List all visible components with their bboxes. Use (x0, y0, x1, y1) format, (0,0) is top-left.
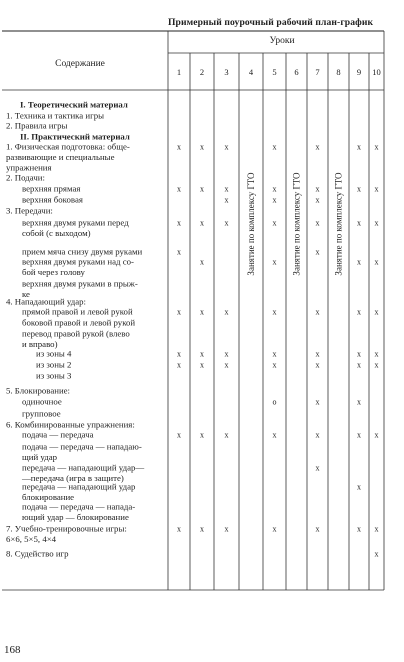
row-label: развивающие и специальные (6, 152, 115, 163)
lesson-mark: x (224, 184, 229, 194)
page-number: 168 (4, 644, 21, 656)
lesson-mark: x (272, 360, 277, 370)
row-label: подача — передача — напада- (22, 501, 136, 512)
lesson-mark: x (200, 257, 204, 267)
lesson-mark: x (272, 184, 277, 194)
lesson-mark: x (374, 549, 379, 559)
row-label: из зоны 3 (36, 370, 72, 381)
row-label: 3. Передачи: (6, 205, 53, 216)
lesson-mark: x (315, 195, 320, 205)
lesson-mark: x (200, 430, 204, 440)
lesson-mark: x (357, 307, 361, 317)
lesson-mark: x (315, 430, 320, 440)
row-label: верхняя двумя руками в прыж- (22, 278, 138, 289)
lesson-mark: x (374, 307, 379, 317)
row-labels (6, 100, 144, 559)
row-label: подача — передача — нападаю- (22, 441, 142, 452)
row-label: одиночное (22, 396, 62, 407)
lesson-mark: x (272, 430, 277, 440)
row-label: 1. Физическая подготовка: обще- (6, 141, 130, 152)
lesson-mark: x (315, 349, 320, 359)
lesson-mark: x (177, 524, 181, 534)
row-label: 2. Подачи: (6, 172, 45, 183)
row-label: 4. Нападающий удар: (6, 296, 86, 307)
lesson-number: 4 (248, 67, 254, 77)
lessons-header: Уроки (269, 36, 295, 46)
lesson-number: 8 (336, 67, 341, 77)
row-label: прием мяча снизу двумя руками (22, 246, 143, 257)
lesson-mark: x (315, 142, 320, 152)
lesson-mark: x (272, 257, 277, 267)
row-label: верхняя прямая (22, 183, 81, 194)
lesson-mark: x (272, 524, 277, 534)
lesson-mark: x (272, 218, 277, 228)
lesson-mark: x (200, 524, 204, 534)
lesson-mark: x (200, 184, 204, 194)
gto-lesson-label: Занятие по комплексу ГТО (246, 172, 256, 276)
lesson-mark: x (272, 142, 277, 152)
lesson-number: 10 (372, 67, 381, 77)
row-label: перевод правой рукой (влево (22, 328, 130, 339)
row-label: передача — нападающий удар— (22, 462, 145, 473)
lesson-mark: x (200, 307, 204, 317)
row-label: и вправо) (22, 339, 58, 350)
lesson-mark: x (374, 218, 379, 228)
row-label: верхняя двумя руками перед (22, 217, 129, 228)
lesson-mark: x (357, 482, 361, 492)
row-label: бой через голову (22, 267, 85, 278)
lesson-mark: x (224, 524, 229, 534)
lesson-mark: x (374, 257, 379, 267)
lesson-mark: x (224, 430, 229, 440)
lesson-mark: x (374, 184, 379, 194)
row-label: групповое (22, 408, 61, 419)
row-label: верхняя двумя руками над со- (22, 256, 134, 267)
lesson-mark: x (374, 349, 379, 359)
gto-lesson-label: Занятие по комплексу ГТО (333, 172, 344, 276)
lesson-mark: x (315, 247, 320, 257)
lesson-mark: x (357, 397, 361, 407)
row-label: ющий удар — блокирование (22, 512, 129, 523)
lesson-number: 7 (315, 67, 320, 77)
lesson-mark: x (315, 397, 320, 407)
lesson-number: 9 (356, 67, 362, 77)
lesson-mark: x (315, 184, 320, 194)
lesson-number: 5 (272, 67, 277, 77)
lesson-mark: x (357, 218, 361, 228)
lesson-mark: x (200, 218, 204, 228)
lesson-mark: x (374, 430, 379, 440)
row-label: 8. Судейство игр (6, 548, 69, 559)
lesson-mark: x (315, 218, 320, 228)
row-label: верхняя боковая (22, 194, 83, 205)
lesson-number: 6 (294, 67, 299, 77)
lesson-marks (177, 143, 379, 559)
row-label: из зоны 4 (36, 348, 72, 359)
row-label: прямой правой и левой рукой (22, 306, 133, 317)
lesson-mark: x (224, 349, 229, 359)
lesson-mark: x (272, 307, 277, 317)
lesson-mark: x (315, 360, 320, 370)
row-label: 6. Комбинированные упражнения: (6, 419, 135, 430)
lesson-mark: x (374, 524, 379, 534)
row-label: собой (с выходом) (22, 228, 91, 239)
gto-vertical-labels (246, 172, 344, 276)
lesson-mark: x (357, 349, 361, 359)
lesson-number: 3 (224, 67, 229, 77)
lesson-mark: x (177, 349, 181, 359)
lesson-mark: x (374, 142, 379, 152)
lesson-mark: x (177, 430, 181, 440)
row-label: щий удар (22, 452, 58, 463)
row-label: передача — нападающий удар (22, 481, 136, 492)
lesson-mark: x (224, 307, 229, 317)
content-column-header: Содержание (55, 59, 105, 69)
lesson-mark: x (224, 360, 229, 370)
row-label: II. Практический материал (20, 131, 130, 142)
lesson-mark: x (177, 247, 181, 257)
lesson-mark: x (357, 430, 361, 440)
lesson-mark: x (200, 349, 204, 359)
row-label: подача — передача (22, 429, 94, 440)
row-label: из зоны 2 (36, 359, 72, 370)
lesson-mark: x (315, 307, 320, 317)
lesson-mark: x (272, 349, 277, 359)
row-label: 5. Блокирование: (6, 385, 71, 396)
lesson-mark: x (357, 184, 361, 194)
lesson-mark: x (224, 142, 229, 152)
row-label: 7. Учебно-тренировочные игры: (6, 523, 127, 534)
lesson-mark: x (315, 524, 320, 534)
row-label: I. Теоретический материал (20, 99, 128, 110)
lesson-mark: x (224, 195, 229, 205)
gto-lesson-label: Занятие по комплексу ГТО (291, 172, 302, 276)
lesson-mark: x (374, 360, 379, 370)
row-label: ке (22, 289, 30, 300)
row-label: —передача (игра в защите) (22, 473, 124, 484)
lesson-mark: x (315, 463, 320, 473)
row-label: упражнения (6, 162, 52, 173)
row-label: боковой правой и левой рукой (22, 317, 136, 328)
lesson-mark: x (177, 218, 181, 228)
lesson-mark: x (224, 218, 229, 228)
lesson-mark: x (177, 184, 181, 194)
lesson-number: 2 (199, 67, 205, 77)
row-label: 1. Техника и тактика игры (6, 110, 105, 121)
lesson-number: 1 (176, 67, 182, 77)
lesson-mark: x (357, 142, 361, 152)
lesson-mark: x (200, 142, 204, 152)
lesson-mark: x (177, 142, 181, 152)
row-label: 2. Правила игры (6, 120, 68, 131)
row-label: 6×6, 5×5, 4×4 (6, 534, 57, 545)
lesson-mark: x (177, 307, 181, 317)
lesson-mark: x (357, 360, 361, 370)
lesson-mark: x (357, 524, 361, 534)
lesson-mark: x (272, 195, 277, 205)
lesson-mark: x (357, 257, 361, 267)
lesson-mark: x (200, 360, 204, 370)
page-title: Примерный поурочный рабочий план-график (168, 17, 374, 28)
lesson-mark: o (272, 397, 277, 407)
lesson-mark: x (177, 360, 181, 370)
lesson-number-row (177, 67, 381, 77)
row-label: блокирование (22, 492, 75, 503)
